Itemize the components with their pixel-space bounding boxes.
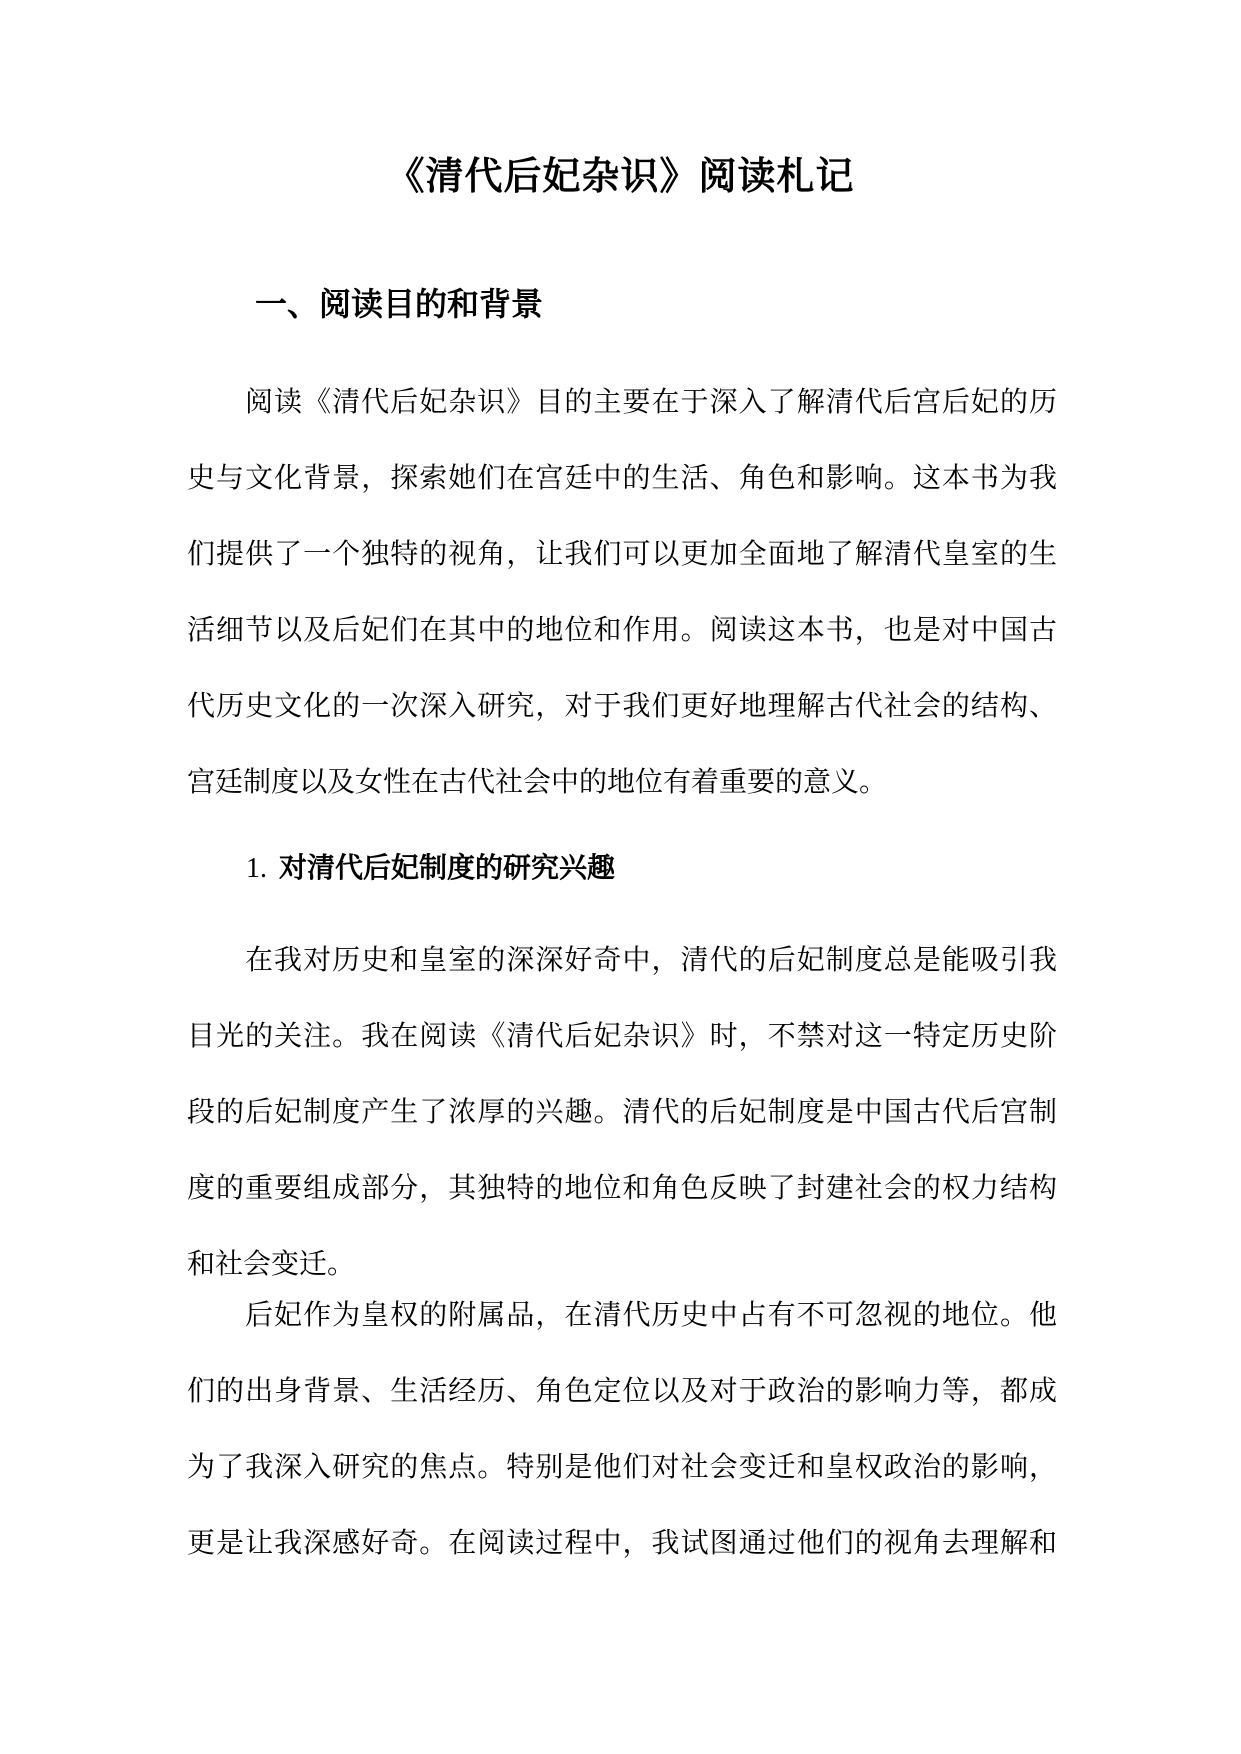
paragraph-consort-role [187,1277,1057,1581]
paragraph-line: 和社会变迁。 [187,1247,356,1280]
paragraph-line: 后妃作为皇权的附属品，在清代历史中占有不可忽视的地位。他 [245,1298,1057,1331]
paragraph-line: 为了我深入研究的焦点。特别是他们对社会变迁和皇权政治的影响， [187,1450,1057,1483]
paragraph-line: 阅读《清代后妃杂识》目的主要在于深入了解清代后宫后妃的历 [245,385,1057,418]
document-title: 《清代后妃杂识》阅读札记 [386,153,855,198]
paragraph-line: 代历史文化的一次深入研究，对于我们更好地理解古代社会的结构、 [187,689,1057,722]
paragraph-line: 们的出身背景、生活经历、角色定位以及对于政治的影响力等，都成 [187,1374,1057,1407]
paragraph-line: 史与文化背景，探索她们在宫廷中的生活、角色和影响。这本书为我 [187,461,1057,494]
paragraph-line: 在我对历史和皇室的深深好奇中，清代的后妃制度总是能吸引我 [245,943,1057,976]
subsection-heading [246,848,615,889]
paragraph-line: 宫廷制度以及女性在古代社会中的地位有着重要的意义。 [187,765,888,798]
paragraph-line: 更是让我深感好奇。在阅读过程中，我试图通过他们的视角去理解和 [187,1526,1057,1559]
paragraph-line: 目光的关注。我在阅读《清代后妃杂识》时，不禁对这一特定历史阶 [187,1019,1057,1052]
paragraph-line: 们提供了一个独特的视角，让我们可以更加全面地了解清代皇室的生 [187,537,1057,570]
section-heading: 一、阅读目的和背景 [255,285,544,323]
paragraph-reading-purpose [187,364,1057,820]
paragraph-line: 段的后妃制度产生了浓厚的兴趣。清代的后妃制度是中国古代后宫制 [187,1095,1057,1128]
paragraph-line: 度的重要组成部分，其独特的地位和角色反映了封建社会的权力结构 [187,1171,1057,1204]
paragraph-line: 活细节以及后妃们在其中的地位和作用。阅读这本书，也是对中国古 [187,613,1057,646]
subsection-title: 对清代后妃制度的研究兴趣 [279,851,616,884]
subsection-number: 1. [246,853,267,884]
paragraph-research-interest [187,922,1057,1302]
